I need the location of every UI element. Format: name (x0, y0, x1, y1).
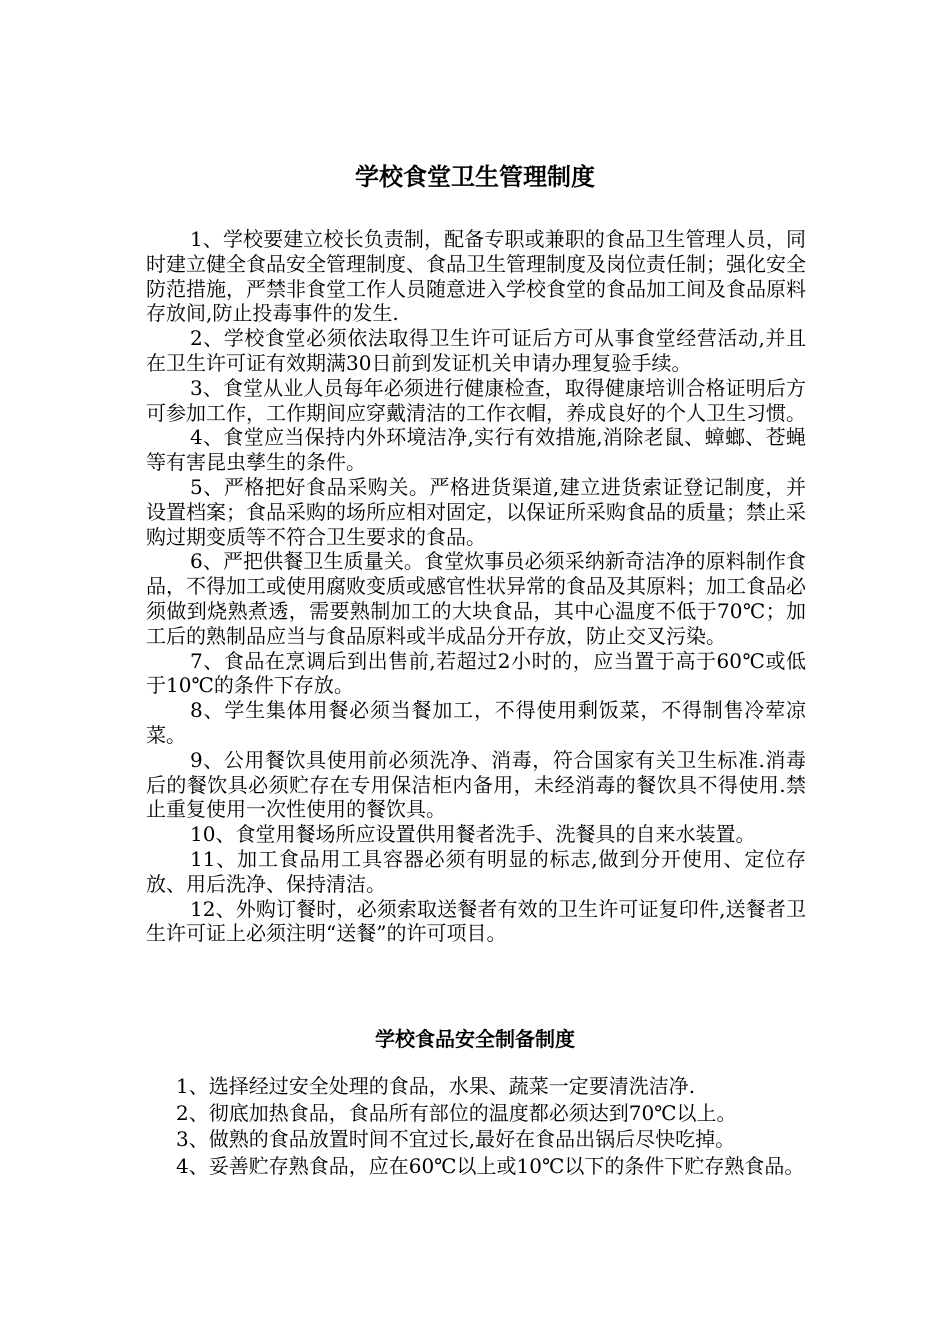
regulation-paragraph: 10、食堂用餐场所应设置供用餐者洗手、洗餐具的自来水装置。 (190, 822, 756, 847)
regulation-paragraph: 2、学校食堂必须依法取得卫生许可证后方可从事食堂经营活动,并且在卫生许可证有效期满30日前到发证机关申请办理复验手续。 (146, 326, 806, 375)
regulation-paragraph: 8、学生集体用餐必须当餐加工，不得使用剩饭菜，不得制售冷荤凉菜。 (146, 698, 806, 747)
regulation-paragraph: 12、外购订餐时，必须索取送餐者有效的卫生许可证复印件,送餐者卫生许可证上必须注明“送餐”的许可项目。 (146, 896, 806, 946)
page-title: 学校食堂卫生管理制度 (355, 163, 595, 191)
list-item: 4、妥善贮存熟食品，应在60℃以上或10℃以下的条件下贮存熟食品。 (176, 1153, 805, 1178)
list-item: 1、选择经过安全处理的食品，水果、蔬菜一定要清洗洁净. (176, 1074, 696, 1098)
safety-list (176, 1073, 808, 1179)
regulation-paragraph: 4、食堂应当保持内外环境洁净,实行有效措施,消除老鼠、蟑螂、苍蝇等有害昆虫孳生的条件。 (146, 425, 806, 475)
section-subtitle: 学校食品安全制备制度 (375, 1027, 575, 1051)
regulation-paragraph: 1、学校要建立校长负责制，配备专职或兼职的食品卫生管理人员，同时建立健全食品安全管理制度、食品卫生管理制度及岗位责任制；强化安全防范措施，严禁非食堂工作人员随意进入学校食堂的食品加工间及食品原料存放间,防止投毒事件的发生. (146, 227, 806, 326)
regulation-paragraph: 11、加工食品用工具容器必须有明显的标志,做到分开使用、定位存放、用后洗净、保持清洁。 (146, 846, 806, 896)
regulation-paragraph: 6、严把供餐卫生质量关。食堂炊事员必须采纳新奇洁净的原料制作食品，不得加工或使用腐败变质或感官性状异常的食品及其原料；加工食品必须做到烧熟煮透，需要熟制加工的大块食品，其中心温度不低于70℃；加工后的熟制品应当与食品原料或半成品分开存放，防止交叉污染。 (146, 549, 806, 648)
regulation-body (146, 227, 806, 946)
regulation-paragraph: 5、严格把好食品采购关。严格进货渠道,建立进货索证登记制度，并设置档案；食品采购的场所应相对固定，以保证所采购食品的质量；禁止采购过期变质等不符合卫生要求的食品。 (146, 474, 806, 549)
regulation-paragraph: 9、公用餐饮具使用前必须洗净、消毒，符合国家有关卫生标准.消毒后的餐饮具必须贮存在专用保洁柜内备用，未经消毒的餐饮具不得使用.禁止重复使用一次性使用的餐饮具。 (146, 747, 806, 822)
regulation-paragraph: 7、食品在烹调后到出售前,若超过2小时的，应当置于高于60℃或低于10℃的条件下存放。 (146, 648, 806, 698)
list-item: 3、做熟的食品放置时间不宜过长,最好在食品出锅后尽快吃掉。 (176, 1127, 736, 1151)
regulation-paragraph: 3、食堂从业人员每年必须进行健康检查，取得健康培训合格证明后方可参加工作，工作期间应穿戴清洁的工作衣帽，养成良好的个人卫生习惯。 (146, 375, 806, 425)
list-item: 2、彻底加热食品，食品所有部位的温度都必须达到70℃以上。 (176, 1100, 737, 1125)
